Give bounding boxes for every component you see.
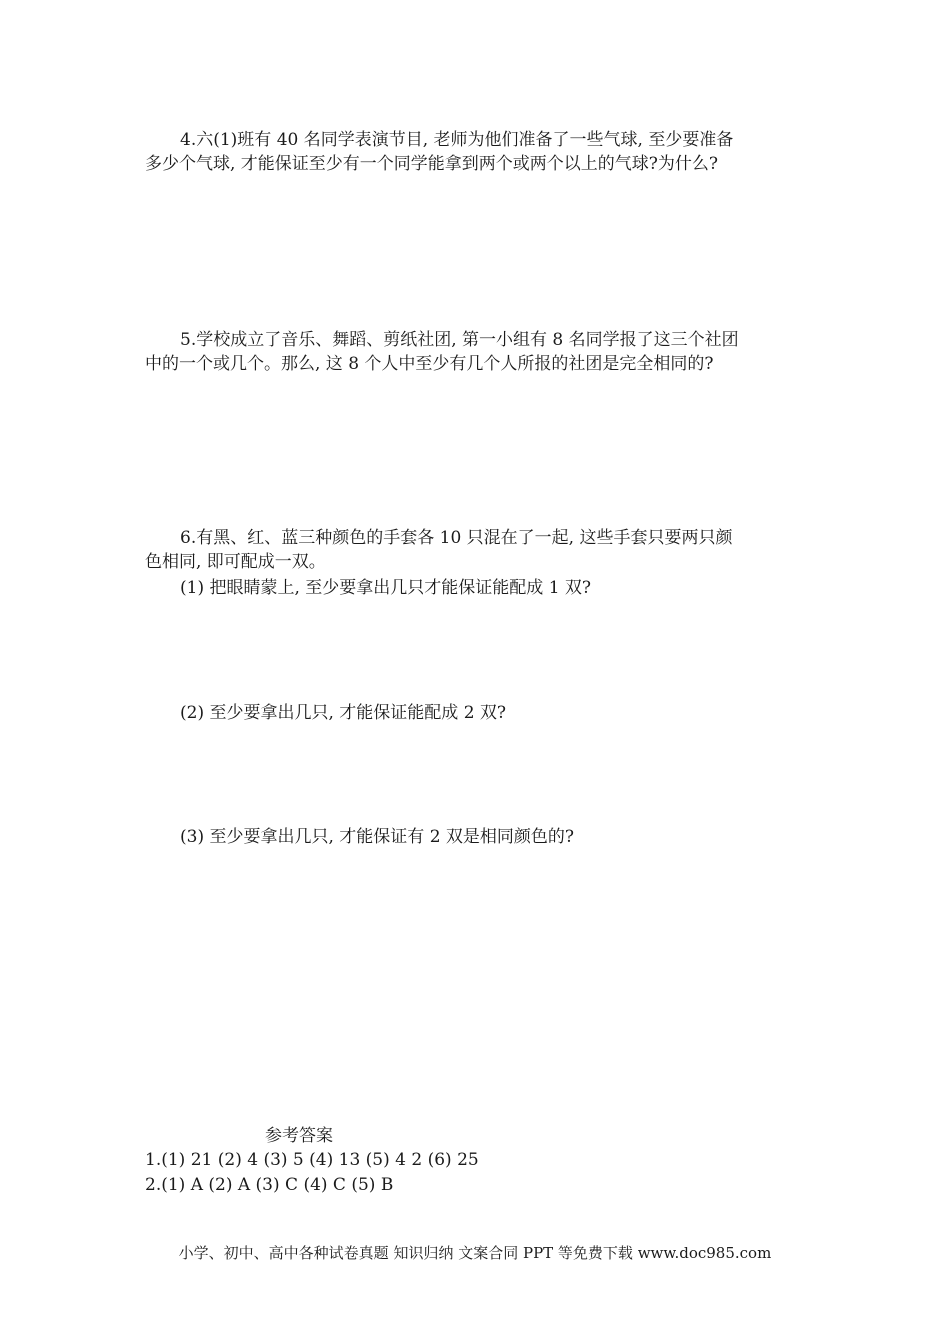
question-6-sub-1: (1) 把眼睛蒙上, 至少要拿出几只才能保证能配成 1 双? [180, 578, 592, 598]
question-4-line-2: 多少个气球, 才能保证至少有一个同学能拿到两个或两个以上的气球?为什么? [145, 154, 719, 174]
question-6-sub-3: (3) 至少要拿出几只, 才能保证有 2 双是相同颜色的? [180, 827, 575, 847]
question-5-line-2: 中的一个或几个。那么, 这 8 个人中至少有几个人所报的社团是完全相同的? [145, 354, 714, 374]
answers-line-2: 2.(1) A (2) A (3) C (4) C (5) B [145, 1175, 394, 1195]
question-5-line-1: 5.学校成立了音乐、舞蹈、剪纸社团, 第一小组有 8 名同学报了这三个社团 [180, 330, 739, 350]
question-6-line-1: 6.有黑、红、蓝三种颜色的手套各 10 只混在了一起, 这些手套只要两只颜 [180, 528, 733, 548]
footer-text: 小学、初中、高中各种试卷真题 知识归纳 文案合同 PPT 等免费下载 www.doc985.com [178, 1244, 772, 1262]
answers-line-1: 1.(1) 21 (2) 4 (3) 5 (4) 13 (5) 4 2 (6) 25 [145, 1150, 479, 1170]
question-6-line-2: 色相同, 即可配成一双。 [145, 552, 326, 572]
question-6-sub-2: (2) 至少要拿出几只, 才能保证能配成 2 双? [180, 703, 507, 723]
answers-title: 参考答案 [265, 1126, 333, 1146]
question-4-line-1: 4.六(1)班有 40 名同学表演节目, 老师为他们准备了一些气球, 至少要准备 [180, 130, 734, 150]
